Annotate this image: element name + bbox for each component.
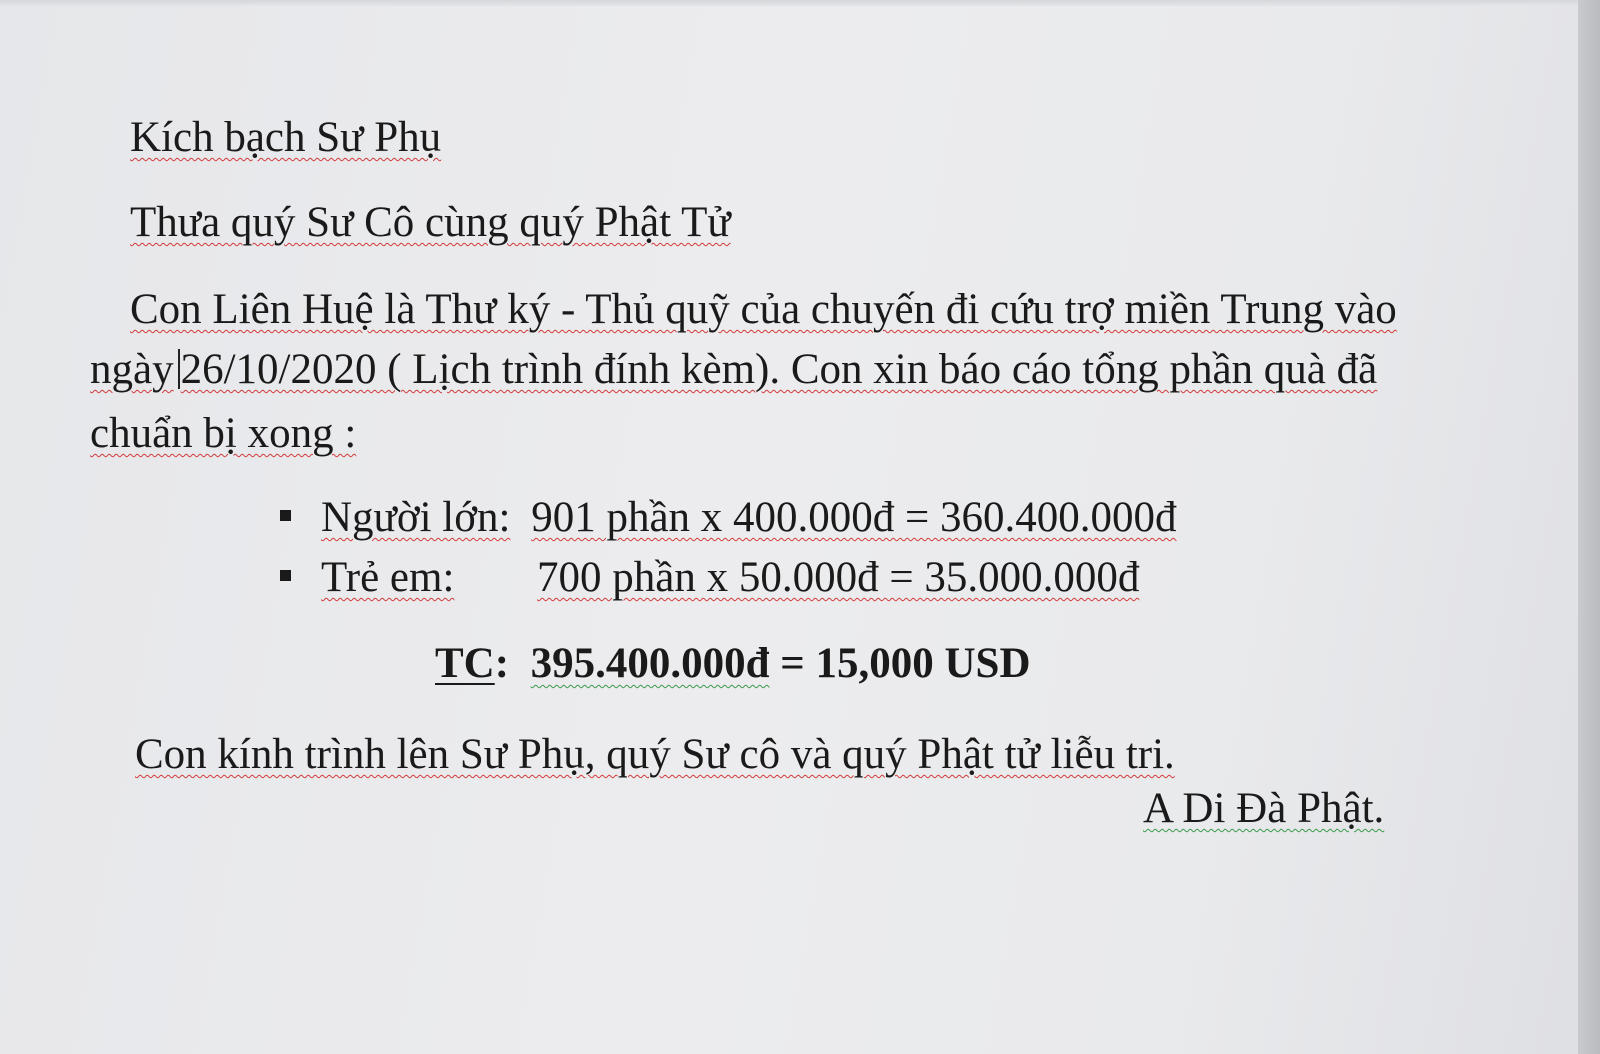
list-item-label: Trẻ em: [321,554,455,601]
total-label: TC [435,640,495,687]
closing-line: Con kính trình lên Sư Phụ, quý Sư cô và quý Phật tử liễu tri. [135,731,1175,778]
body-line-1: Con Liên Huệ là Thư ký - Thủ quỹ của chuyến đi cứu trợ miền Trung vào [130,286,1397,333]
screen-top-edge [0,0,1600,6]
total-line [435,642,1031,685]
body-line-2-text: 26/10/2020 ( Lịch trình đính kèm). Con xin báo cáo tổng phần quà đã [180,346,1378,393]
list-item-label: Người lớn: [321,494,511,541]
body-line-2 [90,348,1377,393]
list-item-value: 901 phần x 400.000đ = 360.400.000đ [531,494,1177,541]
list-item [280,556,1139,599]
list-item [280,496,1177,539]
bullet-square-icon [280,510,291,521]
total-colon: : [494,640,510,687]
body-line-3: chuẩn bị xong : [90,410,357,457]
total-amount: 395.400.000đ [530,640,770,687]
signoff: A Di Đà Phật. [1143,785,1385,832]
text-cursor [178,349,180,389]
body-line-2-word: ngày [90,346,174,393]
bullet-square-icon [280,570,291,581]
salutation-line-2: Thưa quý Sư Cô cùng quý Phật Tử [130,199,731,246]
screen-right-bezel [1578,0,1600,1054]
salutation-line-1: Kích bạch Sư Phụ [130,114,442,161]
total-equivalent: = 15,000 USD [769,640,1031,687]
list-item-value: 700 phần x 50.000đ = 35.000.000đ [537,554,1140,601]
